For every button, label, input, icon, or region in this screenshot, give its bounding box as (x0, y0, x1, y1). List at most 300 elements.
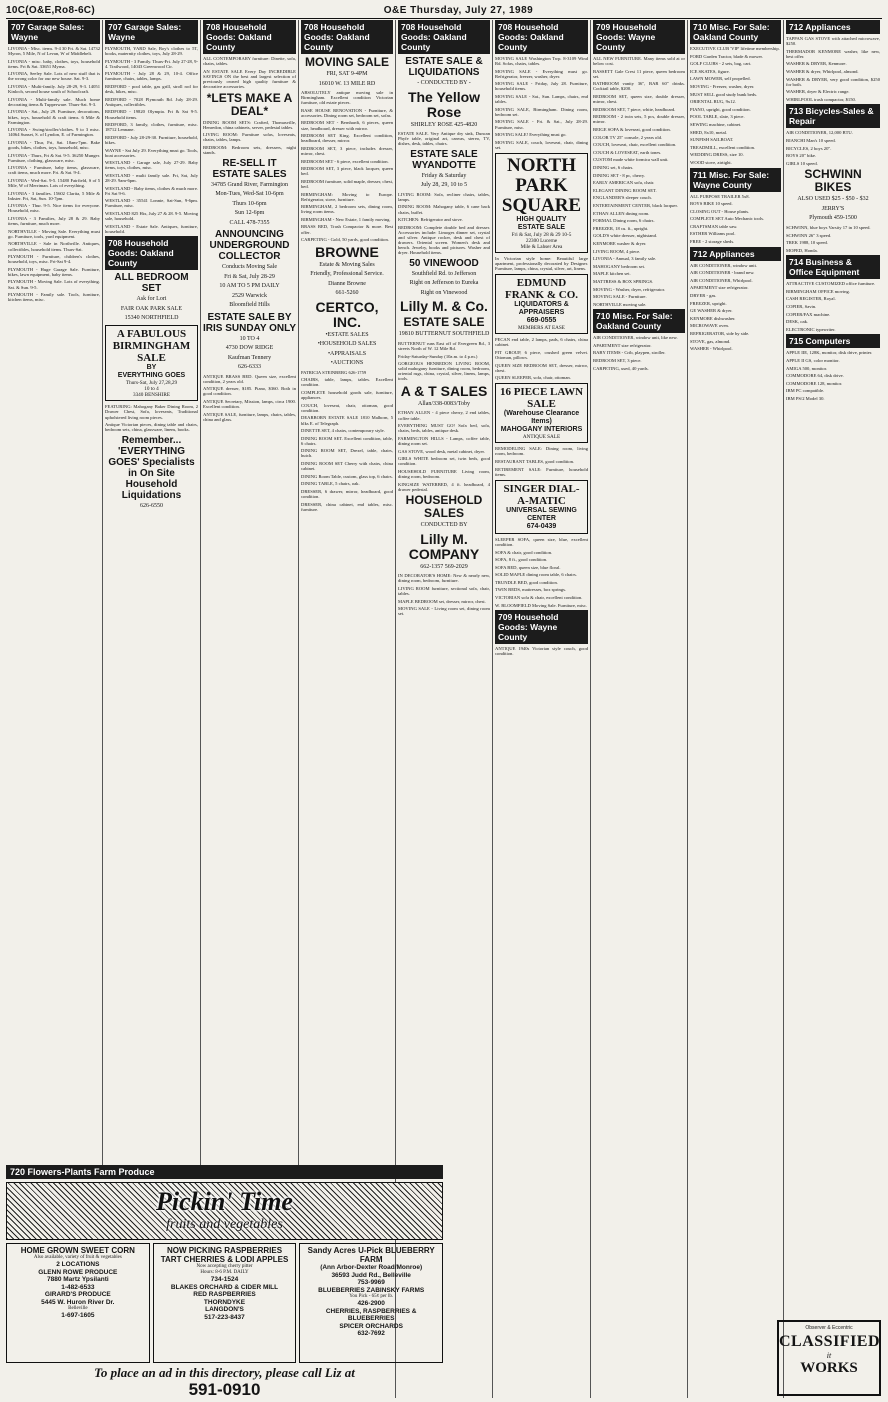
display-heading: 50 VINEWOOD (409, 257, 479, 269)
classified-listing: SCHWINN, blue boys Varsity 17 in 10 speed. (786, 224, 871, 230)
classified-listing: ANTIQUE dresser, $185. Piano, $360. Both in good condition. (203, 386, 296, 397)
classified-listing: COMMODORE 64, disk drive. (786, 373, 844, 379)
classified-listing: BABY ITEMS - Crib, playpen, stroller. (593, 350, 666, 356)
classified-listing: AIR CONDITIONER, window unit, like new. (593, 335, 678, 341)
display-heading: Remember... 'EVERYTHING GOES' Specialists in On Site Household Liquidations (108, 434, 195, 501)
classified-listing: KENMORE dishwasher. (690, 315, 736, 321)
category-header: 708 Household Goods: Oakland County (301, 20, 393, 54)
display-ad-title: EDMUND FRANK & CO. (504, 277, 579, 302)
category-header: 711 Misc. For Sale: Wayne County (690, 168, 781, 192)
logo-works: WORKS (800, 1360, 858, 1376)
display-line: •AUCTIONS (330, 360, 364, 367)
display-line: FRI, SAT 9-4PM (326, 71, 368, 77)
classified-listing: AN ESTATE SALE Every Day INCREDIBLE SAVINGS ON the best and largest selection of previously owned high quality furniture & decorative accessories. (203, 68, 296, 89)
display-line: SHIRLEY ROSE 425-4820 (410, 121, 478, 128)
classified-listing: CASH REGISTER, Royal. (786, 296, 836, 302)
classified-listing: LIVONIA, Seeley Sale. Lots of new stuff that is the wrong color for our new house. Sat. 9-3. (8, 71, 100, 82)
classified-listing: LIVONIA - Furniture, baby items, glassware, craft items, much more. Fri. & Sat. 9-4. (8, 165, 100, 176)
display-ad-line: 22300 Lucerne (525, 237, 558, 244)
classified-listing: DINING Room Table, custom, glass top, 6 chairs. (301, 473, 393, 479)
classified-listing: BRASS BED, Trash Compactor & more. Best offer. (301, 224, 393, 235)
classified-listing: PLYMOUTH - Huge Garage Sale. Furniture, bikes, lawn equipment, baby items. (8, 266, 100, 277)
classified-listing: COPIER, Savin. (786, 304, 817, 310)
classified-listing: APPLE II GS, color monitor. (786, 358, 840, 364)
category-header: 708 Household Goods: Oakland County (105, 236, 198, 270)
farm-ad-line: 5445 W. Huron River Dr. (41, 1298, 115, 1306)
classified-listing: FEATURING: Mahogany Baker Dining Room, 2 Drawer Chest, Sofa, loveseats, Traditional upholstered living room pieces. (105, 404, 198, 420)
display-line: JERRY'S (821, 205, 845, 212)
classified-listing: BEDROOM SET King. Excellent condition, headboard, dresser, mirror. (301, 133, 393, 144)
column-1 (6, 20, 103, 1165)
display-ad-title: SINGER DIAL-A-MATIC (503, 482, 580, 507)
classified-listing: MUST SELL good study bunk beds. (690, 91, 758, 97)
classified-listing: TREADMILL, excellent condition. (690, 144, 756, 150)
classified-listing: WASHER, dryer & Electric range. (786, 89, 850, 95)
farm-ad-line: BLAKES ORCHARD & CIDER MILL (170, 1283, 279, 1291)
classified-listing: LAWN MOWER, self propelled. (690, 76, 751, 82)
classified-listing: BIANCHI Man's 10 speed. (786, 138, 836, 144)
classified-listing: POOL TABLE, slate, 3 piece. (690, 114, 745, 120)
display-heading: ESTATE SALE WYANDOTTE (410, 148, 478, 171)
classified-listing: BIRMINGHAM OFFICE moving. (786, 288, 850, 294)
classified-listing: REMODELING SALE: Dining room, living room, bedroom. (495, 446, 588, 457)
classified-listing: SHED, 8x10, metal. (690, 129, 728, 135)
classified-listing: WAYNE - Sat July 29. Everything must go. Tools, boat accessories. (105, 147, 198, 158)
display-heading: ESTATE SALE (403, 315, 485, 330)
farm-ad-line: Now accepting cherry pitter (196, 1264, 253, 1269)
farm-ad-line: Belleville (68, 1306, 88, 1311)
classified-listing: MOVING SALE - Furniture. (593, 294, 647, 300)
classified-listing: ORIENTAL RUG, 9x12. (690, 99, 736, 105)
classified-listing: BEDROOM: Bedroom sets, dressers, night stands. (203, 144, 296, 156)
classified-listing: DESK, oak. (786, 319, 809, 325)
farm-ad (299, 1243, 443, 1363)
classified-listing: LIVONIA - Misc. items. 9-4 30 Fri. & Sat. 14732 Myron, 5 Mile, N of Levan, W of Middlebelt. (8, 46, 100, 57)
column-3 (201, 20, 299, 1165)
classified-listing: CARPETING - Gold, 50 yards, good condition. (301, 237, 389, 243)
display-line: Fri & Sat, July 28-29 (224, 273, 275, 280)
category-header: 708 Household Goods: Oakland County (495, 20, 588, 54)
classified-listing: GORGEOUS HENREDON LIVING ROOM, solid mahogany furniture, dining room, bedroom, oriental rugs, china, crystal, silver, linens, lamps, tools. (398, 361, 490, 382)
display-line: Ask for Lori (136, 296, 167, 303)
classified-listing: NORTHVILLE - Moving Sale. Everything must go. Furniture, tools, yard equipment. (8, 228, 100, 239)
display-line: Right on Vinewood (420, 289, 468, 296)
classified-listing: MOVING SALE - Everything must go. Refrigerator, freezer, washer, dryer. (495, 68, 588, 79)
classified-listing: AIR CONDITIONER, Whirlpool. (690, 277, 753, 283)
classified-listing: SEWING machine, cabinet. (690, 121, 742, 127)
display-ad-line: ANTIQUE SALE (522, 434, 561, 441)
classified-listing: COUCH, loveseat, chair, ottoman, good condition. (301, 402, 393, 413)
classified-listing: MOVING SALE - Sat., Sun. Lamps, chairs, end tables. (495, 94, 588, 105)
classified-listing: ENGLANDER'S sleeper couch. (593, 195, 652, 201)
classified-listing: BOYS BIKE 10 speed. (690, 201, 733, 207)
display-line: Dianne Browne (328, 280, 366, 287)
classified-listing: LIVONIA - Multi-family. July 28-29, 9-3. 14051 Kinloch, second house south of Schoolcraft. (8, 84, 100, 95)
classified-listing: GAS STOVE, wood desk, metal cabinet, dryer. (398, 448, 485, 454)
classified-listing: PLYMOUTH, YARD Sale, Boy's clothes to 5T, books, maternity clothes, toys, July 28-29. (105, 46, 198, 57)
classified-listing: DINING set, 6 chairs. (593, 165, 634, 170)
category-header: 714 Business & Office Equipment (786, 255, 880, 279)
classified-listing: W. BLOOMFIELD Moving Sale. Furniture, misc. (495, 602, 588, 608)
classified-listing: MOVING SALE - Fri. & Sat., July 28-29. Furniture, misc. (495, 119, 588, 130)
display-heading: A & T SALES (400, 382, 488, 399)
page-code: 10C(O&E,Ro8-6C) (6, 4, 95, 16)
classified-listing: ANTIQUE BRASS BED. Queen size, excellent condition, 2 years old. (203, 373, 296, 384)
column-8 (688, 20, 784, 1398)
classified-listing: REDFORD - 19820 Olympia. Fri & Sat 9-5. Household items. (105, 109, 198, 120)
classified-listing: DINING ROOM SET. Excellent condition, table, 6 chairs. (301, 435, 393, 446)
display-ad (495, 274, 588, 334)
classified-listing: DEARBORN ESTATE SALE 1810 Malborn, 5 blks E. of Telegraph. (301, 415, 393, 426)
display-line: Bloomfield Hills (229, 302, 270, 309)
display-ad-line: ESTATE SALE (517, 223, 566, 231)
classified-listing: REFRIGERATOR, side by side. (690, 331, 750, 336)
display-heading: *LETS MAKE A DEAL* (206, 90, 293, 118)
classified-listing: SOFA BED, queen size, blue floral. (495, 564, 561, 570)
classified-listing: LIVONIA - Thurs, Fri & Sat. 9-5. 36250 Munger. Furniture, clothing, glassware, misc. (8, 152, 100, 163)
farm-ad-line: (Ann Arbor-Dexter Road/Monroe) (320, 1264, 423, 1271)
classified-it-works-logo (777, 1320, 881, 1396)
classified-listing: MOVING SALE, couch, loveseat, chair, dining set. (495, 139, 588, 150)
classified-listing: ELEGANT DINING ROOM SET. (593, 187, 657, 193)
classified-listing: BEDROOM furniture, solid maple, dresser, chest, bed. (301, 178, 393, 189)
classified-listing: WASHER & dryer, Whirlpool, almond. (786, 68, 859, 74)
farm-ad-line: 1-482-6533 (61, 1283, 95, 1291)
classified-listing: WESTLAND - 35541 Lonnie, Sat-Sun, 9-6pm. Furniture, misc. (105, 198, 198, 209)
classified-listing: BIRMINGHAM, 2 bedroom sets, dining room, living room items. (301, 204, 393, 215)
display-line: Mon-Tues, Wed-Sat 10-6pm (215, 191, 284, 198)
category-header: 712 Appliances (690, 247, 781, 261)
display-line: 19810 BUTTERNUT SOUTHFIELD (398, 331, 490, 338)
classified-listing: SLEEPER SOFA, queen size, blue, excellent condition. (495, 536, 588, 547)
classified-listing: COMPLETE SET Auto Mechanic tools. (690, 216, 765, 222)
classified-listing: FORMAL Dining room, 6 chairs. (593, 218, 655, 224)
farm-ad-line: 7880 Martz Ypsilanti (47, 1276, 109, 1283)
display-line: Kaufman Tennery (227, 354, 272, 361)
display-ad-line: 674-0439 (526, 522, 557, 530)
classified-listing: FARMINGTON HILLS - Lamps, coffee table, dining room set. (398, 435, 490, 446)
logo-publisher: Observer & Eccentric (805, 1325, 853, 1331)
display-ad-line: EVERYTHING GOES (117, 372, 186, 380)
classified-listing: LIVONIA - Thur. 9-5. Nice items for everyone. Household, misc. (8, 203, 100, 214)
category-header: 713 Bicycles-Sales & Repair (786, 104, 880, 128)
farm-ad-line: 734-1524 (210, 1276, 239, 1283)
classified-listing: DINING TABLE, 5 chairs, oak. (301, 481, 360, 487)
classified-listing: EXECUTIVE CLUB 'VIP' lifetime membership. (690, 46, 780, 51)
display-ad-line: 669-0555 (526, 317, 557, 325)
category-header: 708 Household Goods: Oakland County (398, 20, 490, 54)
classified-listing: PIT GROUP, 6 piece, crushed green velvet. Ottoman, pillows. (495, 349, 588, 360)
logo-classified: CLASSIFIED (779, 1333, 881, 1350)
classified-listing: FREEZER, 18 cu. ft., upright. (593, 225, 649, 231)
classified-listing: BICYCLES, 2 boys 20". (786, 145, 832, 151)
classified-listing: ESTATE SALE. Very Antique dry sink, Duncan Phyfe table, original art, canvas, stereo, TV, dishes, desk, tables, chairs. (398, 131, 490, 147)
classified-listing: TRUNDLE BED, good condition. (495, 579, 558, 585)
classified-listing: KITCHEN: Refrigerator and stove. (398, 217, 463, 223)
display-ad (495, 480, 588, 534)
classified-listing: WESTLAND - Estate Sale. Antiques, furniture, household. (105, 223, 198, 234)
classified-listing: APPLE IIE, 128K, monitor, disk drive, printer. (786, 350, 873, 356)
classified-listing: COMMODORE 128, monitor. (786, 380, 843, 386)
farm-ad-line: CHERRIES, RASPBERRIES & BLUEBERRIES (325, 1307, 417, 1322)
display-line: 662-1357 569-2029 (420, 563, 468, 570)
display-line: •ESTATE SALES (325, 331, 369, 338)
category-header: 708 Household Goods: Oakland County (203, 20, 296, 54)
farm-ad-title: HOME GROWN SWEET CORN (20, 1246, 135, 1255)
display-line: Southfield Rd. to Jefferson (411, 270, 477, 277)
farm-ad-line: GLENN ROWE PRODUCE (38, 1268, 118, 1276)
classified-listing: LIVONIA - 3 Families, July 28 & 29. Baby items, furniture, much more. (8, 216, 100, 227)
category-header: 712 Appliances (786, 20, 880, 34)
classified-listing: PIANO, upright, good condition. (690, 106, 751, 112)
classified-listing: ENTERTAINMENT CENTER, black lacquer. (593, 202, 678, 208)
classified-listing: BEDROOM SET, 3 piece, black lacquer, queen bed. (301, 166, 393, 177)
display-line: July 28, 29, 10 to 5 (420, 182, 468, 189)
classified-listing: RESTAURANT TABLES, good condition. (495, 459, 575, 465)
display-heading: ANNOUNCING UNDERGROUND COLLECTOR (209, 229, 290, 263)
classified-listing: APARTMENT size refrigerator. (593, 342, 652, 348)
display-heading: RE-SELL IT ESTATE SALES (212, 157, 287, 180)
classified-listing: PATRICIA STEINBERG 626-1759 (301, 369, 367, 375)
classified-listing: FORD Garden Tractor, blade & mower. (690, 53, 763, 59)
classified-listing: ALL PURPOSE TRAILER 5x8. (690, 193, 750, 199)
category-header: 707 Garage Sales: Wayne (8, 20, 100, 44)
category-header: 709 Household Goods: Wayne County (593, 20, 685, 54)
classified-listing: BEDROOM: Complete double bed and dresser. Accessories include: Limoges dinner set, crystal and silver. Antique rocker, desk and chest of drawers. Oriental screen. Women's desk and bench. Jewelry, books and pictures. Washer and dryer. Household items. (398, 224, 490, 256)
classified-listing: HOUSEHOLD FURNITURE Living room, dining room, bedroom. (398, 468, 490, 479)
display-ad (495, 153, 588, 253)
classified-listing: LIVONIA - Thur, Fri, Sat. 10am-7pm. Bake goods, bikes, clothes, toys, household, misc. (8, 139, 100, 150)
classified-listing: LIVONIA - Sat., July 29. Furniture, decorations, bikes, toys, household & craft items. 6 Mile & Farmington. (8, 109, 100, 125)
display-heading: ESTATE SALE BY IRIS SUNDAY ONLY (203, 311, 296, 334)
classified-listing: ANTIQUE SALE, furniture, lamps, chairs, tables, china and glass. (203, 411, 296, 422)
display-ad-line: HIGH QUALITY (516, 215, 567, 223)
classified-listing: MOPED, Honda. (786, 247, 818, 253)
classified-listing: WEDDING DRESS, size 10. (690, 152, 744, 158)
classified-listing: WESTLAND 825 Hix, July 27 & 28. 9-5. Moving sale, household. (105, 210, 198, 222)
classified-listing: LIVING ROOM, 4 piece. (593, 248, 641, 254)
classified-listing: DRESSER, china cabinet, end tables, misc. furniture. (301, 501, 393, 512)
display-line: ALSO USED $25 - $50 - $32 (797, 196, 869, 203)
classified-listing: AMIGA 500, monitor. (786, 365, 828, 371)
classified-listing: DRYER - gas. (690, 293, 717, 299)
classified-listing: TREK 1988, 10 speed. (786, 240, 828, 246)
farm-ad (153, 1243, 297, 1363)
classified-listing: MAPLE kitchen set. (593, 271, 631, 277)
display-ad-line: 3340 BENSHIRE (132, 392, 171, 399)
banner-title: Pickin' Time (156, 1187, 293, 1216)
classified-listing: PLYMOUTH - Family sale. Tools, furniture, kitchen items, misc. (8, 292, 100, 303)
classified-listing: REDFORD - July 28-29-30. Furniture, household, bikes. (105, 134, 198, 145)
classified-listing: DINING ROOM SET, Drexel, table, chairs, hutch. (301, 448, 393, 459)
farm-ad-line: RED RASPBERRIES (193, 1291, 256, 1298)
classified-listing: BEDROOM SET - 6 piece, excellent condition. (301, 158, 389, 164)
classified-listing: GIRLS WHITE bedroom set, twin beds, good condition. (398, 456, 490, 467)
display-ad-line: Thurs-Sat, July 27,28,29 (125, 380, 178, 387)
classified-listing: RETIREMENT SALE: Furniture, household items. (495, 466, 588, 477)
classified-listing: SOLID MAPLE dining room table, 6 chairs. (495, 572, 577, 578)
farm-ad-line: 2 LOCATIONS (56, 1261, 100, 1268)
classified-listing: IN DECORATOR'S HOME: New & nearly new, dining room, bedroom, furniture. (398, 573, 490, 584)
classified-listing: MOVING - Freezer, washer, dryer. (690, 83, 755, 89)
farm-ad-line: 426-2900 (357, 1300, 385, 1307)
display-heading: CERTCO, INC. (315, 298, 379, 330)
banner-subtitle: fruits and vegetables (166, 1217, 283, 1232)
classified-listing: PLYMOUTH - Furniture, children's clothes, household, toys, misc. Fri-Sat 9-4. (8, 254, 100, 265)
farm-ad (6, 1243, 150, 1363)
classified-listing: CHAIRS, table, lamps, tables. Excellent condition. (301, 377, 393, 388)
display-ad-line: UNIVERSAL SEWING CENTER (506, 506, 577, 522)
classified-listing: LIVONIA - Multi-family sale. Much home decorating items & Tupperware. Thurs-Sat. 9-3. (8, 96, 100, 107)
classified-listing: REDFORD - 7028 Plymouth Rd. July 28-29. Antiques, collectibles. (105, 96, 198, 107)
farm-ad-line: Also available, variety of fruit & vegetables (33, 1255, 122, 1260)
classified-listing: BEDROOM SET - Bernhardt, 6 pieces, queen size, headboard, dresser with mirror. (301, 120, 393, 131)
farm-ad-line: 632-7692 (357, 1330, 385, 1337)
classified-listing: IBM PC compatible. (786, 388, 825, 394)
display-line: 34785 Grand River, Farmington (210, 181, 289, 188)
farm-ad-line: THORNDYKE (203, 1298, 246, 1306)
display-heading: BROWNE (315, 243, 379, 260)
classified-listing: LIVONIA - misc. baby, clothes, toys, household items. Fri & Sat. 33651 Myrna. (8, 58, 100, 69)
classified-listing: ELECTRONIC typewriter. (786, 326, 836, 332)
classified-listing: FREEZER, upright. (690, 300, 727, 306)
display-line: •HOUSEHOLD SALES (317, 341, 377, 348)
classified-listing: ESTHER Williams pool. (690, 231, 736, 237)
category-header: 707 Garage Sales: Wayne (105, 20, 198, 44)
classified-listing: WOOD stove, airtight. (690, 159, 732, 165)
farm-ad-line: LANGDON'S (205, 1306, 244, 1313)
classified-listing: BEDROOM SET, 3 piece, includes dresser, mirror, chest. (301, 145, 393, 156)
display-heading: Lilly M. & Co. (400, 298, 488, 315)
classified-listing: DINING ROOM SET Cherry with chairs, china cabinet. (301, 461, 393, 472)
display-ad-line: (Warehouse Clearance Items) (503, 410, 580, 426)
display-line: Friday & Saturday (421, 172, 467, 179)
classified-listing: MOVING SALE Washington Twp. 8-3109 Wind Rd. Sofas, chairs, tables. (495, 56, 588, 67)
classified-listing: LIVING ROOM: Furniture sofas, loveseats, chairs, tables, lamps. (203, 132, 296, 143)
column-2 (103, 20, 201, 1165)
classified-listing: PLYMOUTH - July 28 & 29, 10-4. Office furniture, chairs, tables, lamps. (105, 71, 198, 82)
classified-listing: ABSOLUTELY antique moving sale in Birmingham. Excellent condition Victorian furniture, old estate pieces. (301, 90, 393, 106)
farm-ad-title: Sandy Acres U-Pick BLUEBERRY FARM (307, 1246, 435, 1264)
classified-listing: WESTLAND - Baby items, clothes & much more. Fri Sat 9-6. (105, 185, 199, 196)
display-ad-line: Mile & Lahser Area (520, 243, 563, 250)
classified-listing: Friday-Saturday-Sunday (10a.m. to 4 p.m.) (398, 353, 478, 359)
display-line: Right on Jefferson to Eureka (409, 280, 479, 287)
farm-ad-line: 36593 Judd Rd., Belleville (331, 1271, 411, 1279)
classified-listing: BEDROOM SET, 7 piece, white, headboard. (593, 106, 676, 112)
display-ad-line: MEMBERS AT EASE (518, 325, 565, 332)
farm-ad-line: Hours: 8-6 P.M. DAILY (200, 1270, 249, 1275)
display-ad-title: 16 PIECE LAWN SALE (499, 386, 584, 411)
classified-listing: ALL NEW FURNITURE. Many items sold at or below cost. (593, 56, 685, 67)
display-line: CONDUCTED BY (420, 522, 468, 529)
display-line: 626-6550 (140, 502, 163, 509)
farm-produce-directory (6, 1165, 443, 1397)
section-header: 720 Flowers-Plants Farm Produce (6, 1165, 443, 1179)
classified-listing: GOLF CLUBS - 2 sets, bag, cart. (690, 61, 752, 67)
classified-listing: FREE - 2 storage sheds. (690, 239, 735, 245)
display-ad-line: Fri & Sat, July 28 & 29 10-5 (511, 231, 572, 238)
classified-listing: PECAN end table, 2 lamps, pads, 6 chairs, china cabinet. (495, 337, 588, 348)
classified-listing: PLYMOUTH - 3 Family. Thurs-Fri. July 27-28, 9-4. Trailwood, 14043 Greenwood Cir. (105, 58, 198, 69)
classified-listing: Antique Victorian pieces, dining table and chairs, bedroom sets, china, glassware, linens, books. (105, 422, 198, 433)
category-header: 710 Misc. For Sale: Oakland County (690, 20, 781, 44)
classified-listing: WESTLAND - Garage sale, July 27-29. Baby items, toys, clothes, misc. (105, 160, 198, 171)
farm-ad-title: NOW PICKING RASPBERRIES TART CHERRIES & LODI APPLES (160, 1246, 289, 1264)
classified-listing: COUCH, loveseat, chair, excellent condition. (593, 142, 677, 148)
classified-listing: WESTLAND - multi family sale. Fri, Sat, July 28-29. 9am-6pm. (105, 172, 198, 183)
classified-listing: ANTIQUE Secretary, Mission, lamps, circa 1900. Excellent condition. (203, 399, 296, 410)
classified-listing: VICTORIAN sofa & chair, excellent condition. (495, 595, 583, 601)
classified-listing: MOVING SALE, Birmingham. Dining room, bedroom set. (495, 106, 588, 117)
classified-listing: BEDROOM SET, 3 piece. (593, 358, 642, 364)
display-line: 15340 NORTHFIELD (124, 315, 179, 322)
classified-listing: MAPLE BEDROOM set, dresser, mirror, chest. (398, 598, 486, 604)
classified-listing: COPIER/FAX machine. (786, 311, 831, 317)
classified-listing: BUTTERNUT runs East off of Evergreen Rd., 3 streets North of W. 12 Mile Rd. (398, 340, 490, 351)
classified-listing: ALL CONTEMPORARY furniture: Dinette, sofa, chairs, tables. (203, 56, 296, 67)
farm-ad-line: 1-697-1605 (61, 1312, 95, 1319)
display-line: Thurs 10-6pm (232, 200, 267, 207)
farm-ad-line: GIRARD'S PRODUCE (44, 1291, 111, 1298)
display-line: 661-5260 (335, 290, 359, 297)
classified-listing: STOVE, gas, almond. (690, 338, 731, 344)
classified-listing: ATTRACTIVE CUSTOMIZED office furniture. (786, 281, 876, 287)
farm-ad-line: 517-223-8437 (204, 1313, 245, 1321)
category-header: 710 Misc. For Sale: Oakland County (593, 309, 685, 333)
classified-listing: BEDROOM - 2 twin sets, 5 pcs, double dresser, mirror. (593, 114, 685, 125)
classified-listing: KENMORE washer & dryer. (593, 240, 647, 246)
display-line: Conducts Moving Sale (222, 264, 277, 271)
classified-listing: DINETTE SET, 4 chairs, contemporary style. (301, 428, 385, 434)
display-line: 2529 Warwick (232, 292, 267, 299)
display-heading: ESTATE SALE & LIQUIDATIONS (405, 56, 483, 78)
classified-listing: BOYS 20" bike. (786, 153, 817, 159)
display-line: - CONDUCTED BY - (417, 80, 471, 86)
classified-listing: COUCH & LOVESEAT, earth tones. (593, 149, 662, 155)
farm-ad-line: You Pick - 65¢ per lb. (349, 1294, 394, 1299)
classified-listing: ETHAN ALLEN - 4 piece cherry, 2 end tables, coffee table. (398, 410, 490, 421)
classified-listing: CARPETING, used, 40 yards. (593, 365, 649, 371)
category-header: 709 Household Goods: Wayne County (495, 610, 588, 644)
masthead (6, 2, 882, 19)
classified-listing: LIVONIA - Swing/stroller/clothes. 9 to 3 misc. 14064 Sunset, S. of Lyndon, E. of Farmington. (8, 127, 100, 138)
classified-listing: EVERYTHING MUST GO! Sofa bed, sofa, chairs, beds, tables, antique desk. (398, 423, 490, 434)
page-dateline: O&E Thursday, July 27, 1989 (383, 4, 534, 16)
classified-listing: PLYMOUTH - Moving Sale. Lots of everything. Sat. & Sun. 9-5. (8, 279, 100, 290)
classified-listing: BASSETT Gale Crest 11 piece, queen bedroom set. (593, 68, 685, 79)
display-heading: The Yellow Rose (407, 88, 481, 120)
classified-listing: BASE HOUSE RENOVATION - Furniture, & accessories. Dining room set, bedroom set, sofas. (301, 107, 393, 118)
classified-listing: EARLY AMERICAN sofa, chair. (593, 180, 655, 186)
display-line: Estate & Moving Sales (319, 261, 375, 268)
display-line: FAIR OAK PARK SALE (120, 305, 183, 312)
classified-listing: NORTHVILLE - Sale in Northville. Antiques, collectibles, household items. Thurs-Sat. (8, 241, 100, 252)
display-line: 16010 W. 13 MILE RD (318, 80, 376, 87)
category-header: 715 Computers (786, 334, 880, 348)
classified-listing: BIRMINGHAM - New Estate, 1 family moving. (301, 216, 391, 222)
classified-listing: DINING ROOM: Mahogany table, 6 cane back chairs, buffet. (398, 204, 490, 215)
display-ad-title: A FABULOUS BIRMINGHAM SALE (112, 328, 191, 365)
classified-listing: APARTMENT size refrigerator. (690, 285, 749, 291)
farm-ads (6, 1243, 443, 1363)
display-ad (495, 383, 588, 443)
display-line: 10 TO 4 (239, 335, 260, 342)
display-ad-line: 10 to 4 (144, 386, 159, 393)
classified-listing: SOFA, 8 ft., good condition. (495, 557, 548, 563)
classified-listing: DINING ROOM SETS: Crafted, Thomasville, Henredon, china cabinets, server, pedestal tables. (203, 119, 296, 130)
display-line: Allan/338-0083/Toby (418, 400, 470, 407)
